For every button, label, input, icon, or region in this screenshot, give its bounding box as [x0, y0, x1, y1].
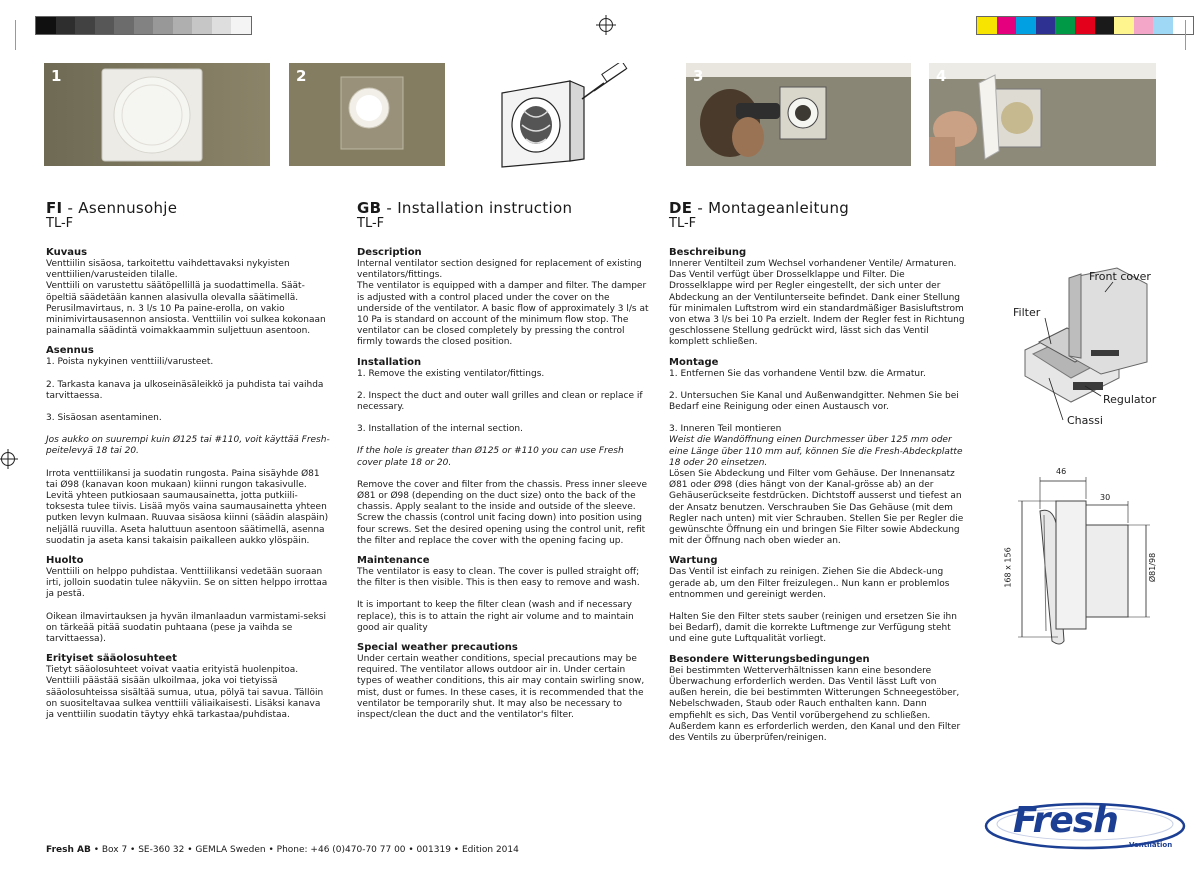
photo-number: 3: [693, 67, 704, 85]
fi-text: 2. Tarkasta kanava ja ulkoseinäsäleikkö ja puhdista tai vaihda tarvittaessa.: [46, 379, 324, 401]
photo-number: 2: [296, 67, 307, 85]
gray-swatch: [153, 17, 173, 34]
de-title-text: - Montageanleitung: [692, 199, 850, 217]
gray-swatch: [212, 17, 232, 34]
gb-text: Internal ventilator section designed for replacement of existing ventilators/fittings.: [357, 259, 642, 281]
gb-text: Under certain weather conditions, special precautions may be required. The ventilator allows outdoor air in. Under certain types of weather conditions, this air may contain swirling snow, mist, dust or fumes. In these cases, it is recommended that the ventilator be temporarily shut. It may also be necessary to inspect/clean the duct and the ventilator's filter.: [357, 654, 645, 721]
exploded-diagram-drawing: [1005, 262, 1195, 437]
dimension-drawing: [1000, 465, 1170, 655]
color-swatch: [1134, 17, 1154, 34]
footer-details: • Box 7 • SE-360 32 • GEMLA Sweden • Phone: +46 (0)470-70 77 00 • 001319 • Edition 2014: [90, 845, 519, 855]
label-regulator: Regulator: [1103, 393, 1157, 406]
de-title: [669, 200, 965, 216]
fi-heading-huolto: Huolto: [46, 555, 84, 567]
gb-title-text: - Installation instruction: [381, 199, 573, 217]
color-swatch: [1036, 17, 1056, 34]
photo-step-1: [44, 63, 270, 166]
registration-mark-left: [1, 452, 15, 466]
gb-model: TL-F: [357, 216, 385, 231]
gray-swatch: [36, 17, 56, 34]
color-swatch: [1075, 17, 1095, 34]
photo-step-2: [289, 63, 445, 166]
de-text: 3. Inneren Teil montieren: [669, 424, 782, 435]
fi-text: Tietyt sääolosuhteet voivat vaatia erityistä huolenpitoa. Venttiili päästää sisään ulkoilmaa, joka voi tietyissä sääolosuhteissa sisältää sumua, utua, pölyä tai savua. Tällöin on suositeltavaa sulkea venttiili väliaikaisesti. Lisäksi kanava ja venttiilin suodatin täytyy ehkä tarkastaa/puhdistaa.: [46, 665, 324, 721]
label-filter: Filter: [1013, 306, 1041, 319]
gb-text: If the hole is greater than Ø125 or #110 you can use Fresh cover plate 18 or 20.: [357, 446, 624, 468]
gray-swatch: [95, 17, 115, 34]
fi-text: Venttiili on helppo puhdistaa. Venttiilikansi vedetään suoraan irti, jolloin suodatin tulee näkyviin. Se on sitten helppo irrottaa ja pestä.: [46, 567, 328, 600]
fi-text: Venttiilin sisäosa, tarkoitettu vaihdettavaksi nykyisten venttiilien/varusteiden tilalle.: [46, 259, 290, 281]
gray-swatch: [173, 17, 193, 34]
de-lang-code: DE: [669, 199, 693, 217]
gb-text: It is important to keep the filter clean (wash and if necessary replace), this is to attain the right air volume and to maintain good air quality: [357, 600, 634, 633]
gb-text: 1. Remove the existing ventilator/fittings.: [357, 368, 545, 379]
fi-text: Jos aukko on suurempi kuin Ø125 tai #110, voit käyttää Fresh-peitelevyä 18 tai 20.: [46, 435, 330, 457]
color-swatch: [1173, 17, 1193, 34]
gb-text: The ventilator is equipped with a damper and filter. The damper is adjusted with a control placed under the cover on the underside of the ventilator. A basic flow of approximately 3 l/s at 10 Pa is standard on account of the minimum flow stop. The ventilator can be closed completely by pressing the control firmly towards the closed position.: [357, 281, 649, 348]
color-swatch: [977, 17, 997, 34]
photo-step-1-image: [44, 63, 270, 166]
color-swatch: [1095, 17, 1115, 34]
color-swatch: [1114, 17, 1134, 34]
de-heading-weather: Besondere Witterungsbedingungen: [669, 653, 870, 665]
label-chassi: Chassi: [1067, 414, 1103, 427]
de-heading-montage: Montage: [669, 356, 719, 368]
gb-heading-maintenance: Maintenance: [357, 555, 430, 567]
crop-line-right: [1185, 20, 1186, 50]
fi-text: Irrota venttiilikansi ja suodatin rungosta. Paina sisäyhde Ø81 tai Ø98 (kanavan koon mukaan) kiinni rungon takasivulle. Levitä yhteen putkiosaan saumausainetta, jotta putkiili-toksesta tulee tiivis. Lisää myös vaina saumausainetta yhteen putken levyn kulmaan. Ruuvaa sisäosa kiinni (säädin alaspäin) neljällä ruuvilla. Aseta haluttuun asentoon säätimellä, asenna suodatin ja aseta kansi takaisin paikalleen aukko ylöspäin.: [46, 468, 329, 546]
gray-swatch: [192, 17, 212, 34]
de-model: TL-F: [669, 216, 697, 231]
dim-depth-46: 46: [1056, 467, 1067, 476]
de-heading-beschreibung: Beschreibung: [669, 247, 747, 258]
column-finnish: [46, 200, 331, 721]
fresh-logo: [983, 796, 1188, 852]
de-text: Bei bestimmten Wetterverhältnissen kann eine besondere Überwachung erforderlich werden. Das Ventil lässt Luft von außen herein, die bei bestimmten Witterungen Schneegestöber, Nebelschwaden, Staub oder Rauch enthalten kann. Dann empfiehlt es sich, Das Ventil vorübergehend zu schließen. Außerdem kann es erforderlich werden, den Kanal und den Filter des Ventils zu überprüfen/reinigen.: [669, 665, 961, 743]
registration-mark-top: [599, 18, 613, 32]
gray-swatch: [56, 17, 76, 34]
photo-step-4: [929, 63, 1156, 166]
gb-heading-weather: Special weather precautions: [357, 642, 518, 654]
fi-text: 1. Poista nykyinen venttiili/varusteet.: [46, 357, 214, 368]
gray-swatch: [75, 17, 95, 34]
dimension-drawing-lines: [1000, 465, 1170, 655]
gb-text: 2. Inspect the duct and outer wall grilles and clean or replace if necessary.: [357, 390, 643, 413]
fi-title: [46, 200, 331, 216]
de-text: Das Ventil ist einfach zu reinigen. Ziehen Sie die Abdeck-ung gerade ab, um den Filter freizulegen.. Nun kann er problemlos entnommen und gereinigt werden.: [669, 567, 950, 600]
gray-swatch: [231, 17, 251, 34]
de-text: Halten Sie den Filter stets sauber (reinigen und ersetzen Sie ihn bei Bedarf), damit die korrekte Luftmenge zur Verfügung steht und eine gute Luftqualität vorliegt.: [669, 612, 957, 645]
gb-text: 3. Installation of the internal section.: [357, 424, 523, 435]
gb-text: The ventilator is easy to clean. The cover is pulled straight off; the filter is then visible. This is then easy to remove and wash.: [357, 567, 640, 589]
gray-swatch: [114, 17, 134, 34]
de-text: Lösen Sie Abdeckung und Filter vom Gehäuse. Der Innenansatz Ø81 oder Ø98 (dies hängt von der Kanal-grösse ab) an der Gehäuserückseite festdrücken. Dichtstoff ausserst und tiefest an der Ansatz benutzen. Verschrauben Sie Das Gehäuse (mit dem Regler nach unten) mit vier Schrauben. Stellen Sie per Regler die gewünschte Öffnung ein und bringen Sie Filter sowie Abdeckung mit der Öffnung nach oben wieder an.: [669, 469, 964, 547]
fi-title-text: - Asennusohje: [62, 199, 178, 217]
color-swatch: [997, 17, 1017, 34]
column-english: [357, 200, 649, 721]
logo-tagline: Ventilation: [1129, 841, 1173, 849]
color-swatch: [1016, 17, 1036, 34]
gb-heading-description: Description: [357, 247, 422, 258]
fi-text: Venttiili on varustettu säätöpellillä ja suodattimella. Säät-öpeltiä säädetään kannen alasivulla olevalla säätimellä. Perusilmavirtaus, n. 3 l/s 10 Pa paine-erolla, on vakio minimivirtausasennon ansiosta. Venttiilin voi sulkea kokonaan painamalla säädintä voimakkaammin suljettuun asentoon.: [46, 281, 326, 337]
de-heading-wartung: Wartung: [669, 555, 718, 567]
de-text: 1. Entfernen Sie das vorhandene Ventil bzw. die Armatur.: [669, 368, 926, 379]
column-german: [669, 200, 965, 744]
footer-address: [46, 845, 519, 855]
chassis-sketch-drawing: [492, 63, 632, 173]
fi-model: TL-F: [46, 216, 74, 231]
photo-step-3-image: [686, 63, 911, 166]
gb-text: Remove the cover and filter from the chassis. Press inner sleeve Ø81 or Ø98 (depending on the duct size) onto the back of the chassis. Apply sealant to the inside and outside of the sleeve. Screw the chassis (control unit facing down) into position using four screws. Set the desired opening using the control unit, refit the filter and replace the cover with the opening facing up.: [357, 479, 648, 546]
color-swatch: [1055, 17, 1075, 34]
photo-number: 1: [51, 67, 62, 85]
fi-text: 3. Sisäosan asentaminen.: [46, 413, 162, 424]
de-text: Weist die Wandöffnung einen Durchmesser über 125 mm oder eine Länge über 110 mm auf, können Sie die Fresh-Abdeckplatte 18 oder 20 einsetzen.: [669, 435, 963, 468]
color-calibration-strip: [976, 16, 1194, 35]
photo-step-4-image: [929, 63, 1156, 166]
color-swatch: [1153, 17, 1173, 34]
fi-heading-kuvaus: Kuvaus: [46, 247, 88, 258]
footer-company: Fresh AB: [46, 845, 91, 855]
de-text: 2. Untersuchen Sie Kanal und Außenwandgitter. Nehmen Sie bei Bedarf eine Reinigung oder einen Austausch vor.: [669, 390, 959, 413]
fi-text: Oikean ilmavirtauksen ja hyvän ilmanlaadun varmistami-seksi on tärkeää pitää suodatin puhtaana (pese ja vaihda se tarvittaessa).: [46, 611, 326, 645]
fi-heading-weather: Erityiset sääolosuhteet: [46, 653, 177, 665]
label-front-cover: Front cover: [1089, 270, 1151, 283]
photo-number: 4: [936, 67, 947, 85]
gray-calibration-strip: [35, 16, 252, 35]
dim-diameter: Ø81/98: [1148, 552, 1158, 583]
de-text: Innerer Ventilteil zum Wechsel vorhandener Ventile/ Armaturen.: [669, 259, 957, 269]
dim-depth-30: 30: [1100, 493, 1111, 502]
photo-step-2-image: [289, 63, 445, 166]
chassis-screwdriver-sketch: [492, 63, 632, 173]
gb-heading-installation: Installation: [357, 356, 422, 368]
de-text: Das Ventil verfügt über Drosselklappe und Filter. Die Drosselklappe wird per Regler eingestellt, der sich unter der Abdeckung an der Ventilunterseite befindet. Dank einer Stellung für minimalen Luftstrom wird ein standardmäßiger Basisluftstrom von etwa 3 l/s bei 10 Pa erzielt. Indem der Regler fest in Richtung geschlossene Stellung gedrückt wird, lässt sich das Ventil komplett schließen.: [669, 270, 965, 348]
logo-wordmark: Fresh: [1013, 800, 1118, 841]
gb-lang-code: GB: [357, 199, 382, 217]
gb-title: [357, 200, 649, 216]
fi-heading-asennus: Asennus: [46, 345, 94, 357]
gray-swatch: [134, 17, 154, 34]
dim-height: 168 x 156: [1003, 547, 1013, 588]
exploded-product-diagram: [1005, 262, 1195, 437]
crop-line-left: [15, 20, 16, 50]
fi-lang-code: FI: [46, 199, 63, 217]
photo-step-3: [686, 63, 911, 166]
